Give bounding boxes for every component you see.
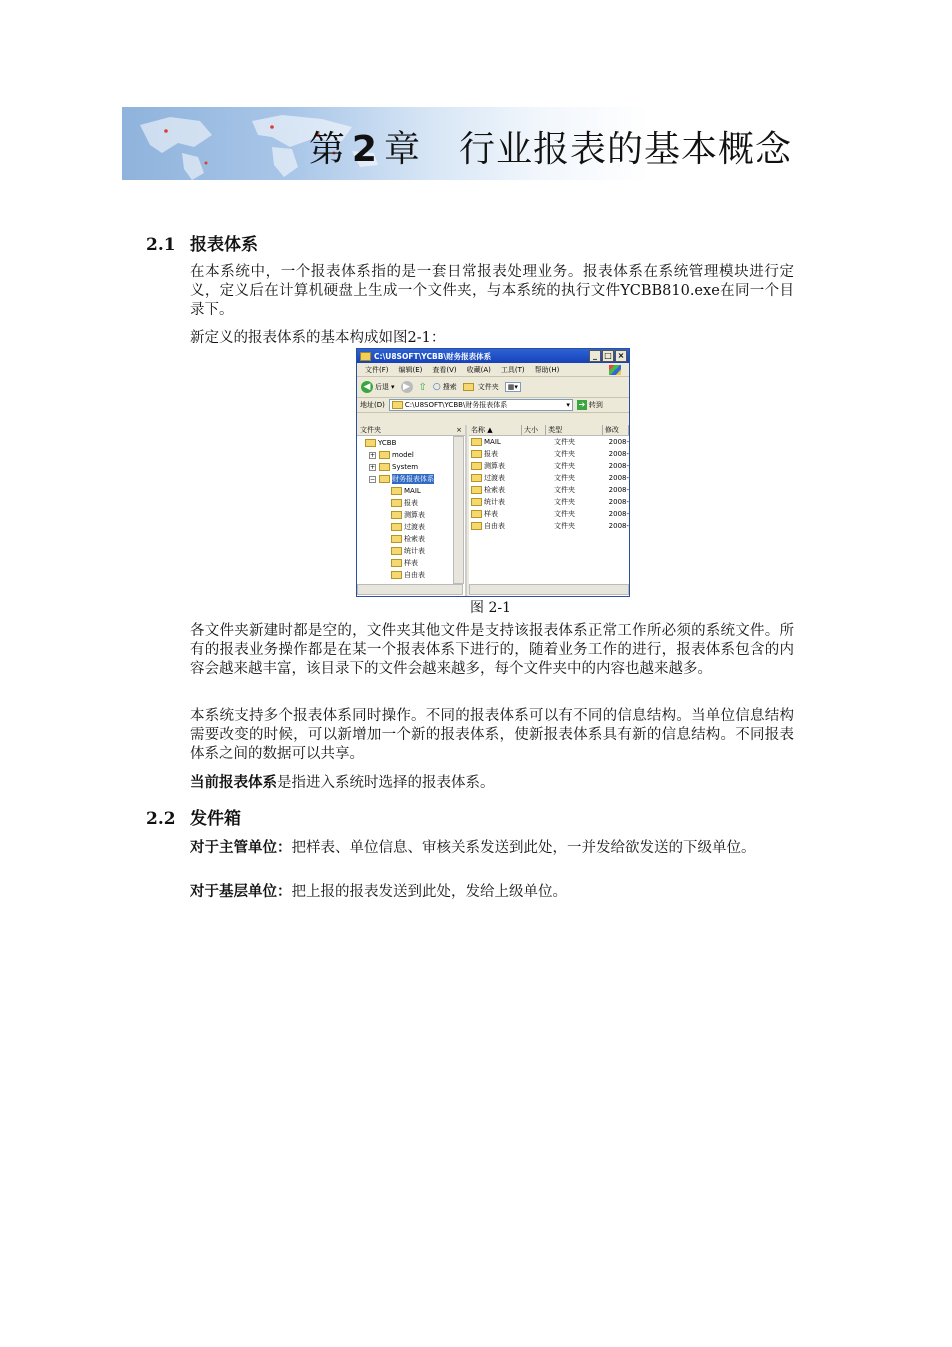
explorer-window-figure	[356, 348, 630, 597]
folder-icon	[360, 352, 371, 361]
tree-vertical-scrollbar[interactable]	[453, 436, 464, 584]
explorer-toolbar	[357, 377, 629, 398]
column-type[interactable]: 类型	[546, 425, 603, 435]
tree-item-search[interactable]: 检索表	[391, 534, 425, 544]
file-list-pane	[469, 425, 629, 596]
close-pane-icon[interactable]: ×	[456, 426, 462, 434]
go-arrow-icon: ➔	[578, 400, 586, 409]
tree-item-transition[interactable]: 过渡表	[391, 522, 425, 532]
back-button[interactable]: ◀ 后退 ▾	[361, 381, 395, 393]
section-heading-2-2: 2.2 发件箱	[146, 809, 241, 829]
menu-help[interactable]: 帮助(H)	[534, 365, 560, 374]
views-button[interactable]: ▦▾	[505, 382, 521, 392]
folder-tree-header: 文件夹 ×	[357, 425, 465, 436]
tree-item-mail[interactable]: MAIL	[391, 486, 421, 496]
file-row[interactable]: 自由表 文件夹 2008-	[471, 521, 629, 530]
address-bar	[357, 398, 629, 413]
paragraph-base-unit: 对于基层单位：把上报的报表发送到此处，发给上级单位。	[190, 883, 567, 900]
tree-item-estimate[interactable]: 测算表	[391, 510, 425, 520]
go-button[interactable]: ➔ 转到	[578, 400, 603, 409]
folder-icon	[392, 401, 403, 409]
tree-item-finance-reports[interactable]: − 财务报表体系	[370, 475, 434, 483]
menu-tools[interactable]: 工具(T)	[500, 365, 525, 374]
file-list-header	[469, 425, 629, 436]
chapter-title: 第 2 章 行业报表的基本概念	[308, 129, 792, 170]
file-row[interactable]: 报表 文件夹 2008-	[471, 449, 629, 458]
paragraph-figure-ref: 新定义的报表体系的基本构成如图2-1：	[190, 330, 446, 346]
explorer-title-bar: C:\U8SOFT\YCBB\财务报表体系 _ □ ×	[357, 349, 629, 363]
file-row[interactable]: 统计表 文件夹 2008-	[471, 497, 629, 506]
column-size[interactable]: 大小	[522, 425, 546, 435]
address-label: 地址(D)	[360, 401, 385, 409]
tree-item-free[interactable]: 自由表	[391, 570, 425, 580]
file-row[interactable]: 过渡表 文件夹 2008-	[471, 473, 629, 482]
tree-horizontal-scrollbar[interactable]	[357, 584, 463, 595]
paragraph-supervisor: 对于主管单位：把样表、单位信息、审核关系发送到此处，一并发给欲发送的下级单位。	[190, 839, 756, 856]
column-modified[interactable]: 修改	[603, 425, 629, 435]
menu-view[interactable]: 查看(V)	[432, 365, 457, 374]
figure-caption: 图 2-1	[470, 600, 511, 616]
tree-item-model[interactable]: + model	[370, 451, 414, 459]
windows-logo-icon	[609, 365, 621, 375]
paragraph-multiple-systems: 本系统支持多个报表体系同时操作。不同的报表体系可以有不同的信息结构。当单位信息结构需要改变的时候，可以新增加一个新的报表体系，使新报表体系具有新的信息结构。不同报表体系之间的数据可以共享。	[190, 708, 794, 762]
file-row[interactable]: MAIL 文件夹 2008-	[471, 437, 629, 446]
tree-item-ycbb[interactable]: YCBB	[365, 438, 396, 448]
folders-button[interactable]: 文件夹	[463, 382, 499, 392]
tree-item-system[interactable]: + System	[370, 463, 419, 471]
menu-file[interactable]: 文件(F)	[365, 365, 389, 374]
explorer-menu-bar	[357, 363, 629, 377]
close-button[interactable]: ×	[615, 350, 627, 362]
menu-edit[interactable]: 编辑(E)	[398, 365, 423, 374]
file-row[interactable]: 检索表 文件夹 2008-	[471, 485, 629, 494]
section-heading-2-1: 2.1 报表体系	[146, 235, 258, 255]
folder-icon	[463, 383, 474, 391]
back-arrow-icon: ◀	[361, 381, 373, 393]
tree-item-reports[interactable]: 报表	[391, 498, 418, 508]
minimize-button[interactable]: _	[589, 350, 601, 362]
forward-button[interactable]: ▶	[401, 381, 413, 393]
file-list-horizontal-scrollbar[interactable]	[469, 584, 629, 595]
paragraph-intro: 在本系统中，一个报表体系指的是一套日常报表处理业务。报表体系在系统管理模块进行定义，定义后在计算机硬盘上生成一个文件夹，与本系统的执行文件YCBB810.exe在同一个目录下。	[190, 264, 794, 318]
address-input[interactable]: C:\U8SOFT\YCBB\财务报表体系 ▾	[389, 399, 573, 411]
file-row[interactable]: 测算表 文件夹 2008-	[471, 461, 629, 470]
tree-item-sample[interactable]: 样表	[391, 558, 418, 568]
folder-tree-pane	[357, 425, 467, 596]
file-row[interactable]: 样表 文件夹 2008-	[471, 509, 629, 518]
paragraph-folders: 各文件夹新建时都是空的，文件夹其他文件是支持该报表体系正常工作所必须的系统文件。所有的报表业务操作都是在某一个报表体系下进行的，随着业务工作的进行，报表体系包含的内容会越来越丰富，该目录下的文件会越来越多，每个文件夹中的内容也越来越多。	[190, 623, 794, 677]
maximize-button[interactable]: □	[602, 350, 614, 362]
search-button[interactable]: ○ 搜索	[432, 382, 457, 392]
chapter-banner	[122, 107, 800, 180]
search-icon: ○	[432, 382, 441, 392]
tree-item-stats[interactable]: 统计表	[391, 546, 425, 556]
paragraph-current-system: 当前报表体系是指进入系统时选择的报表体系。	[190, 774, 495, 791]
menu-favorites[interactable]: 收藏(A)	[466, 365, 491, 374]
column-name[interactable]: 名称 ▲	[469, 425, 522, 435]
up-folder-icon[interactable]: ⇧	[418, 381, 427, 393]
